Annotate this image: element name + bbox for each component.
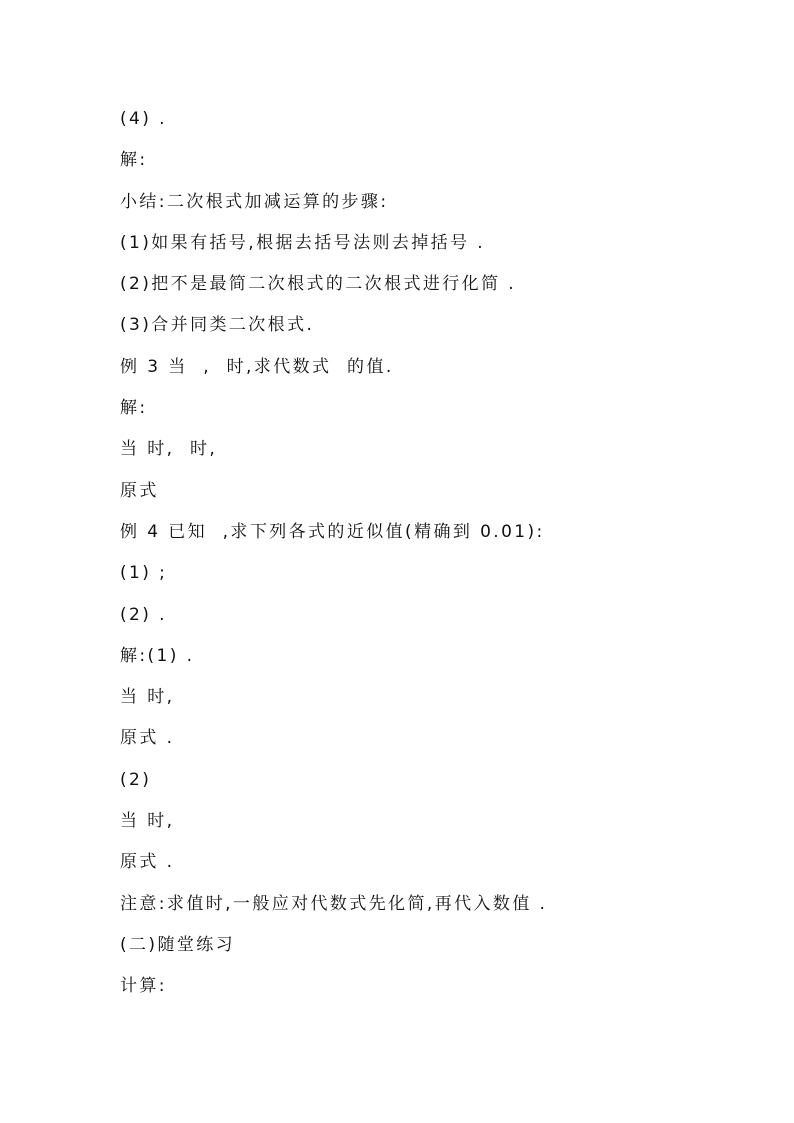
text-line: 小结:二次根式加减运算的步骤: [120,191,389,212]
text-line: (2)把不是最简二次根式的二次根式进行化简 . [120,274,517,295]
text-line: 原式 . [120,728,175,749]
text-line: (4) . [120,109,167,129]
text-line: 解: [120,398,148,419]
text-line: (3)合并同类二次根式. [120,315,315,336]
text-line: 当 时, 时, [120,439,218,460]
text-line: (1)如果有括号,根据去括号法则去掉括号 . [120,232,486,253]
text-line: (2) . [120,604,167,625]
text-line: 原式 [120,480,159,501]
text-line: 解: [120,150,148,171]
text-line: (1) ; [120,563,168,584]
text-line: (二)随堂练习 [120,934,236,955]
text-line: 例 3 当 , 时,求代数式 的值. [120,356,394,377]
text-line: 解:(1) . [120,645,195,666]
text-line: 当 时, [120,811,175,832]
document-body [120,104,680,1013]
text-line: (2) [120,769,152,790]
text-line: 原式 . [120,852,175,873]
text-line: 注意:求值时,一般应对代数式先化简,再代入数值 . [120,893,548,914]
text-line: 当 时, [120,687,175,708]
text-line: 计算: [120,976,167,997]
text-line: 例 4 已知 ,求下列各式的近似值(精确到 0.01): [120,521,545,542]
